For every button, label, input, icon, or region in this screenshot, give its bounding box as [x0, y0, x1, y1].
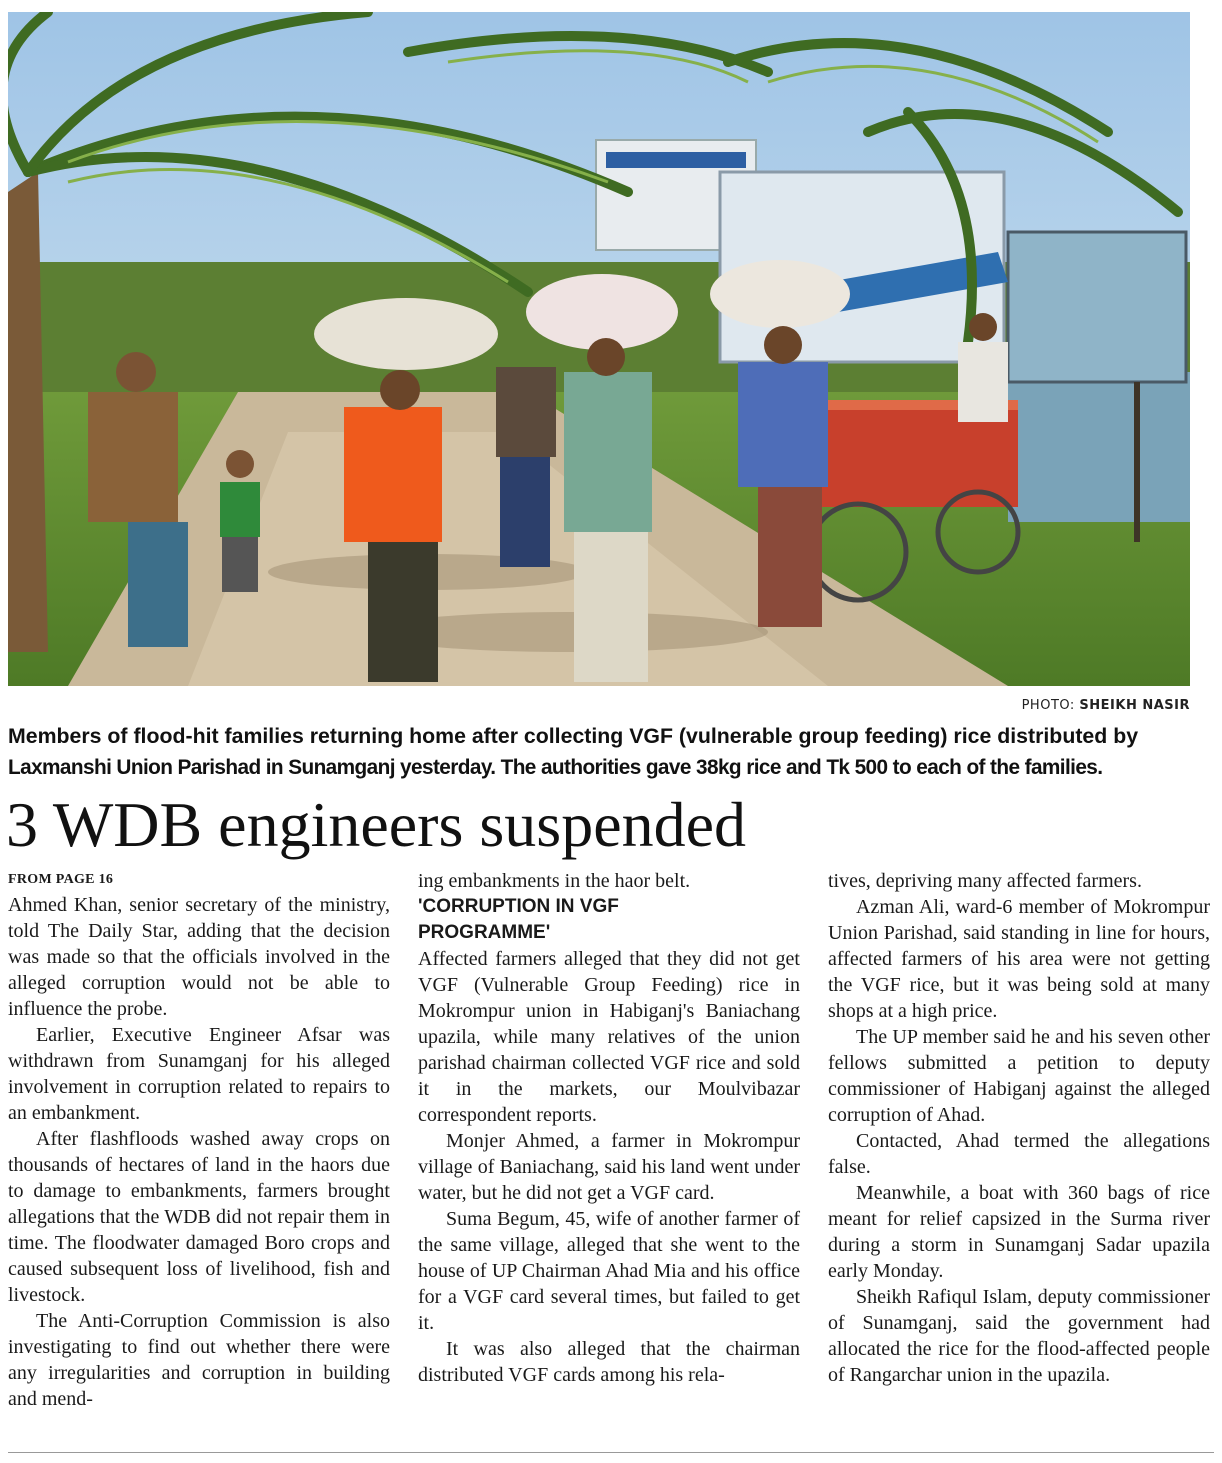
paragraph: After flashfloods washed away crops on thousands of hectares of land in the haors due to damage to embankments, farmers brought allegations that the WDB did not repair them in time. The floodwater damaged Boro crops and caused subsequent loss of livelihood, fish and livestock. — [8, 1128, 390, 1306]
paragraph: Affected farmers alleged that they did not get VGF (Vulnerable Group Feeding) rice in Mokrompur union in Habiganj's Baniachang upazila, while many relatives of the union parishad chairman collected VGF rice and sold it in the markets, our Moulvibazar correspondent reports. — [418, 948, 800, 1126]
photo-credit-name: SHEIKH NASIR — [1079, 698, 1190, 713]
paragraph: Meanwhile, a boat with 360 bags of rice meant for relief capsized in the Surma river during a storm in Sunamganj Sadar upazila early Monday. — [828, 1182, 1210, 1282]
paragraph: Ahmed Khan, senior secretary of the ministry, told The Daily Star, adding that the decision was made so that the officials involved in the alleged corruption would not be able to influence the probe. — [8, 894, 390, 1020]
article-column-2 — [418, 868, 800, 1388]
photo-credit — [1022, 698, 1190, 713]
paragraph: tives, depriving many affected farmers. — [828, 870, 1142, 892]
paragraph: The UP member said he and his seven other fellows submitted a petition to deputy commissioner of Habiganj against the alleged corruption of Ahad. — [828, 1026, 1210, 1126]
paragraph: Azman Ali, ward-6 member of Mokrompur Union Parishad, said standing in line for hours, affected farmers of his area were not getting the VGF rice, but it was being sold at many shops at a high price. — [828, 896, 1210, 1022]
headline: 3 WDB engineers suspended — [6, 789, 746, 860]
photo-credit-label: PHOTO: — [1021, 698, 1075, 713]
paragraph: Earlier, Executive Engineer Afsar was withdrawn from Sunamganj for his alleged involvement in corruption related to repairs to an embankment. — [8, 1024, 390, 1124]
paragraph: ing embankments in the haor belt. — [418, 870, 691, 892]
paragraph: Suma Begum, 45, wife of another farmer of the same village, alleged that she went to the house of UP Chairman Ahad Mia and his office for a VGF card several times, but failed to get it. — [418, 1208, 800, 1334]
caption-line-1: Members of flood-hit families returning home after collecting VGF (vulnerable group feeding) rice distributed by — [8, 724, 1139, 748]
news-photo — [8, 12, 1190, 686]
section-subhead: 'CORRUPTION IN VGF PROGRAMME' — [418, 896, 619, 943]
paragraph: It was also alleged that the chairman distributed VGF cards among his rela- — [418, 1338, 800, 1386]
article-body — [8, 868, 1214, 1446]
paragraph: Contacted, Ahad termed the allegations false. — [828, 1130, 1210, 1178]
bottom-rule — [8, 1452, 1214, 1453]
article-column-1 — [8, 868, 390, 1412]
paragraph: Sheikh Rafiqul Islam, deputy commissioner of Sunamganj, said the government had allocated the rice for the flood-affected people of Rangarchar union in the upazila. — [828, 1286, 1210, 1386]
paragraph: Monjer Ahmed, a farmer in Mokrompur village of Baniachang, said his land went under water, but he did not get a VGF card. — [418, 1130, 800, 1204]
photo-caption — [8, 720, 1198, 784]
from-page-label: FROM PAGE 16 — [8, 872, 114, 887]
article-column-3 — [828, 868, 1210, 1388]
caption-line-2: Laxmanshi Union Parishad in Sunamganj yesterday. The authorities gave 38kg rice and Tk 500 to each of the families. — [8, 756, 1103, 779]
paragraph: The Anti-Corruption Commission is also investigating to find out whether there were any irregularities and corruption in building and mend- — [8, 1310, 390, 1410]
